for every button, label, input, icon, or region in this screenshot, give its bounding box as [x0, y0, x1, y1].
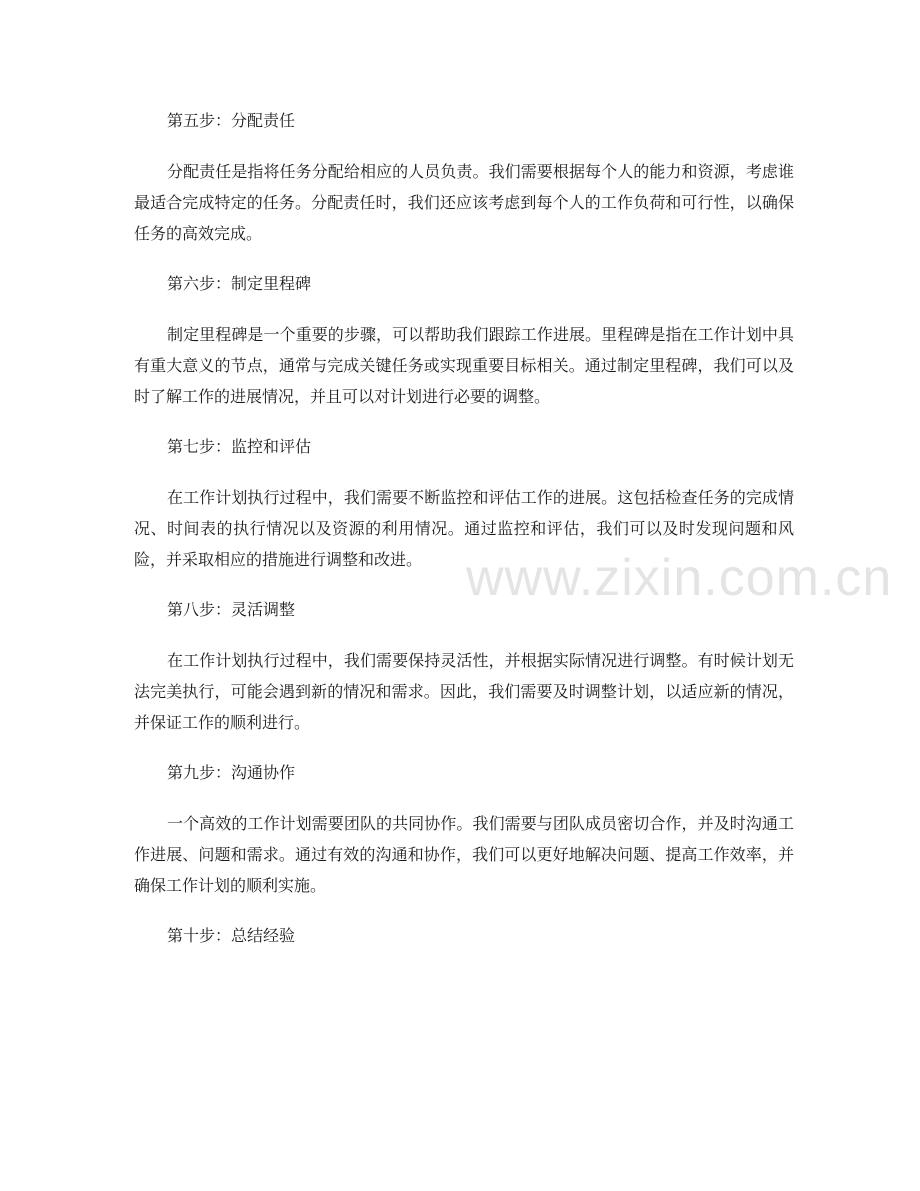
step-7-heading: 第七步：监控和评估: [167, 437, 312, 456]
step-6-paragraph: 制定里程碑是一个重要的步骤，可以帮助我们跟踪工作进展。里程碑是指在工作计划中具有重大意义的节点，通常与完成关键任务或实现重要目标相关。通过制定里程碑，我们可以及时了解工作的进展情况，并且可以对计划进行必要的调整。: [134, 325, 794, 406]
step-7-paragraph: 在工作计划执行过程中，我们需要不断监控和评估工作的进展。这包括检查任务的完成情况、时间表的执行情况以及资源的利用情况。通过监控和评估，我们可以及时发现问题和风险，并采取相应的措施进行调整和改进。: [134, 488, 794, 569]
watermark: www.zixin.com.cn: [466, 549, 893, 607]
step-10-heading: 第十步：总结经验: [167, 926, 296, 945]
step-9-heading: 第九步：沟通协作: [167, 763, 296, 782]
step-8-heading: 第八步：灵活调整: [167, 600, 296, 619]
step-6-heading: 第六步：制定里程碑: [167, 274, 312, 293]
step-8-paragraph: 在工作计划执行过程中，我们需要保持灵活性，并根据实际情况进行调整。有时候计划无法完美执行，可能会遇到新的情况和需求。因此，我们需要及时调整计划，以适应新的情况，并保证工作的顺利进行。: [134, 651, 794, 732]
step-5-heading: 第五步：分配责任: [167, 111, 296, 130]
step-5-paragraph: 分配责任是指将任务分配给相应的人员负责。我们需要根据每个人的能力和资源，考虑谁最适合完成特定的任务。分配责任时，我们还应该考虑到每个人的工作负荷和可行性，以确保任务的高效完成。: [134, 162, 794, 243]
step-9-paragraph: 一个高效的工作计划需要团队的共同协作。我们需要与团队成员密切合作，并及时沟通工作进展、问题和需求。通过有效的沟通和协作，我们可以更好地解决问题、提高工作效率，并确保工作计划的顺利实施。: [134, 814, 794, 895]
document-content: [134, 106, 794, 951]
